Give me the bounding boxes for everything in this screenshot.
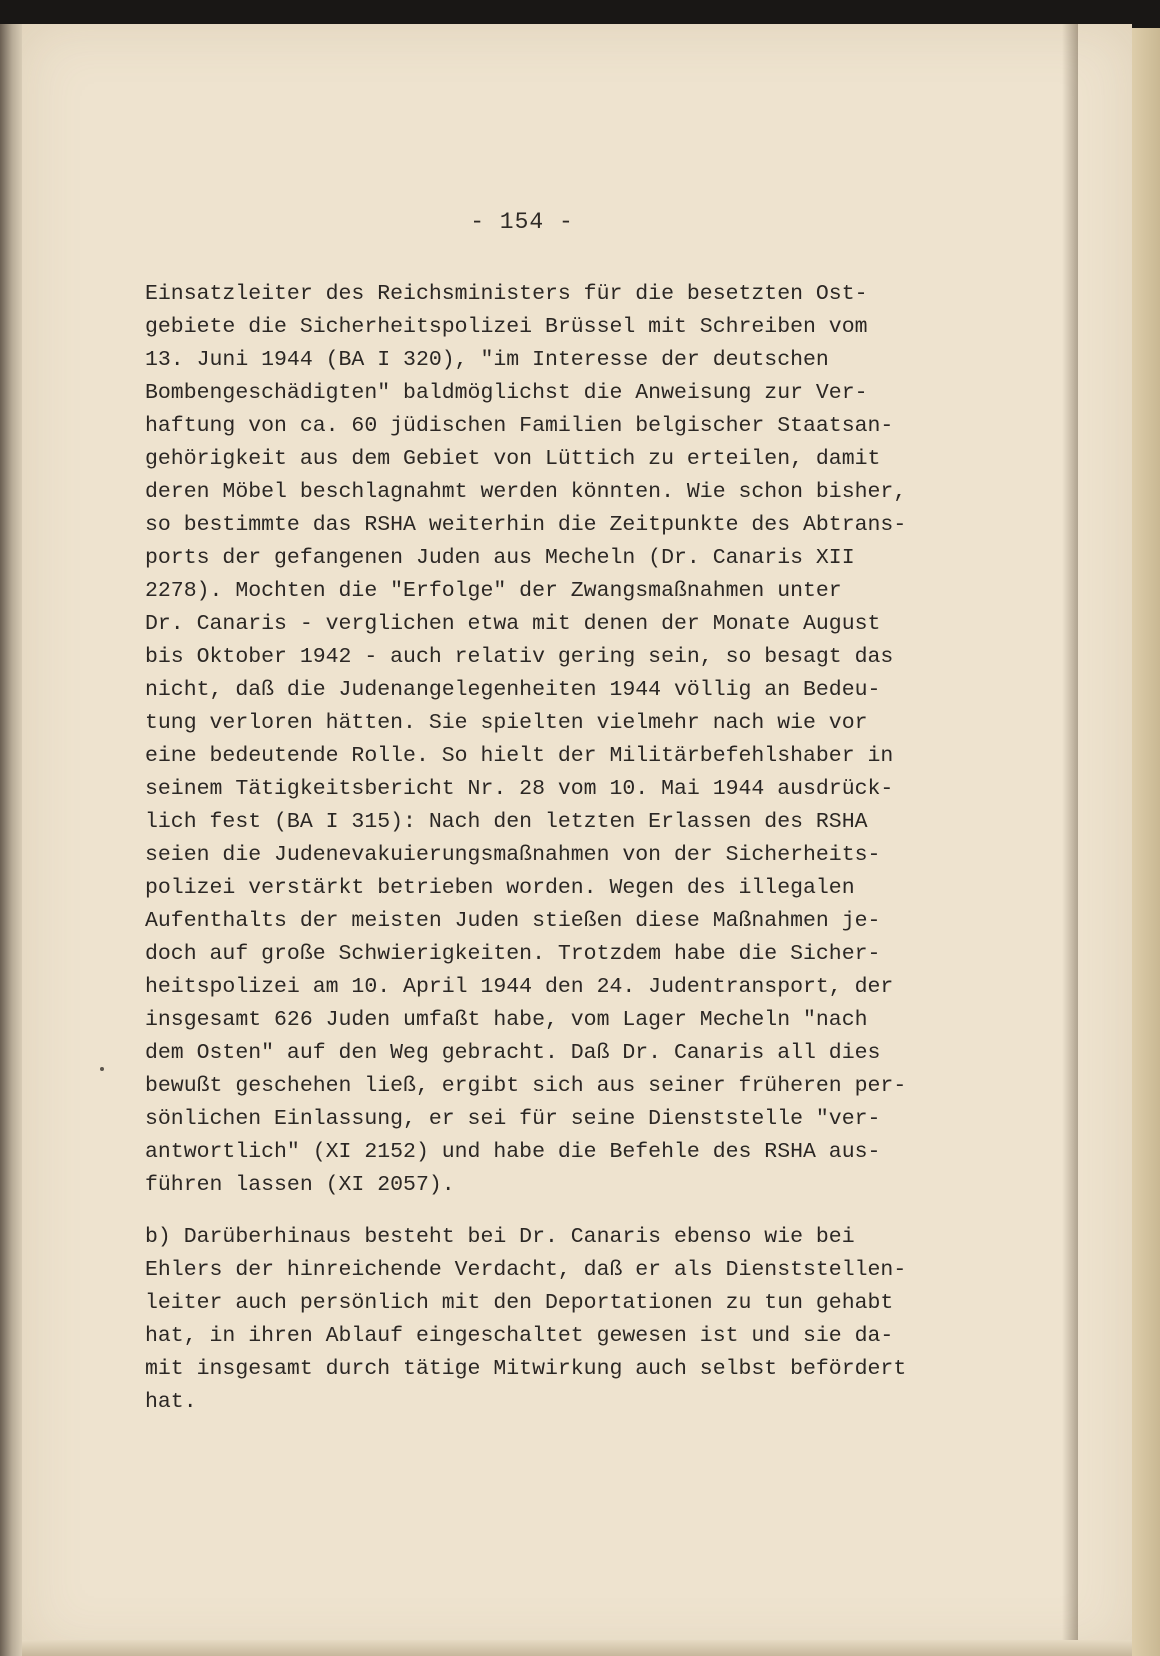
text-line: 2278). Mochten die "Erfolge" der Zwangsmaßnahmen unter xyxy=(145,579,842,603)
text-line: tung verloren hätten. Sie spielten vielmehr nach wie vor xyxy=(145,711,868,735)
text-line: nicht, daß die Judenangelegenheiten 1944 völlig an Bedeu- xyxy=(145,678,881,702)
text-line: so bestimmte das RSHA weiterhin die Zeitpunkte des Abtrans- xyxy=(145,513,907,537)
text-line: Ehlers der hinreichende Verdacht, daß er als Dienststellen- xyxy=(145,1258,907,1282)
text-line: dem Osten" auf den Weg gebracht. Daß Dr. Canaris all dies xyxy=(145,1041,881,1065)
page-bottom-edge xyxy=(22,1640,1132,1656)
text-line: Einsatzleiter des Reichsministers für die besetzten Ost- xyxy=(145,282,868,306)
text-line: eine bedeutende Rolle. So hielt der Militärbefehlshaber in xyxy=(145,744,894,768)
text-line: haftung von ca. 60 jüdischen Familien belgischer Staatsan- xyxy=(145,414,894,438)
text-line: ports der gefangenen Juden aus Mecheln (Dr. Canaris XII xyxy=(145,546,855,570)
text-line: lich fest (BA I 315): Nach den letzten Erlassen des RSHA xyxy=(145,810,868,834)
text-line: polizei verstärkt betrieben worden. Wegen des illegalen xyxy=(145,876,855,900)
text-line: bis Oktober 1942 - auch relativ gering sein, so besagt das xyxy=(145,645,894,669)
paragraph-1 xyxy=(145,278,965,1202)
book-binding-edge xyxy=(0,24,22,1656)
body-text xyxy=(145,278,965,1419)
text-line: seinem Tätigkeitsbericht Nr. 28 vom 10. Mai 1944 ausdrück- xyxy=(145,777,894,801)
margin-mark xyxy=(100,1067,104,1071)
text-line: gebiete die Sicherheitspolizei Brüssel mit Schreiben vom xyxy=(145,315,868,339)
text-line: 13. Juni 1944 (BA I 320), "im Interesse der deutschen xyxy=(145,348,829,372)
text-line: b) Darüberhinaus besteht bei Dr. Canaris ebenso wie bei xyxy=(145,1225,855,1249)
document-page xyxy=(22,24,1132,1656)
paragraph-gap xyxy=(145,1202,965,1221)
text-line: doch auf große Schwierigkeiten. Trotzdem habe die Sicher- xyxy=(145,942,881,966)
text-line: deren Möbel beschlagnahmt werden könnten. Wie schon bisher, xyxy=(145,480,907,504)
text-line: führen lassen (XI 2057). xyxy=(145,1173,455,1197)
page-fold-shadow xyxy=(1062,24,1078,1656)
text-line: hat, in ihren Ablauf eingeschaltet gewesen ist und sie da- xyxy=(145,1324,894,1348)
text-line: bewußt geschehen ließ, ergibt sich aus seiner früheren per- xyxy=(145,1074,907,1098)
text-line: sönlichen Einlassung, er sei für seine Dienststelle "ver- xyxy=(145,1107,881,1131)
text-line: insgesamt 626 Juden umfaßt habe, vom Lager Mecheln "nach xyxy=(145,1008,868,1032)
text-line: seien die Judenevakuierungsmaßnahmen von der Sicherheits- xyxy=(145,843,881,867)
text-line: mit insgesamt durch tätige Mitwirkung auch selbst befördert xyxy=(145,1357,907,1381)
text-line: Dr. Canaris - verglichen etwa mit denen der Monate August xyxy=(145,612,881,636)
text-line: Aufenthalts der meisten Juden stießen diese Maßnahmen je- xyxy=(145,909,881,933)
text-line: antwortlich" (XI 2152) und habe die Befehle des RSHA aus- xyxy=(145,1140,881,1164)
text-line: leiter auch persönlich mit den Deportationen zu tun gehabt xyxy=(145,1291,894,1315)
text-line: heitspolizei am 10. April 1944 den 24. Judentransport, der xyxy=(145,975,894,999)
paragraph-2 xyxy=(145,1221,965,1419)
text-line: Bombengeschädigten" baldmöglichst die Anweisung zur Ver- xyxy=(145,381,868,405)
text-line: hat. xyxy=(145,1390,197,1414)
page-number: - 154 - xyxy=(470,209,574,235)
text-line: gehörigkeit aus dem Gebiet von Lüttich zu erteilen, damit xyxy=(145,447,881,471)
